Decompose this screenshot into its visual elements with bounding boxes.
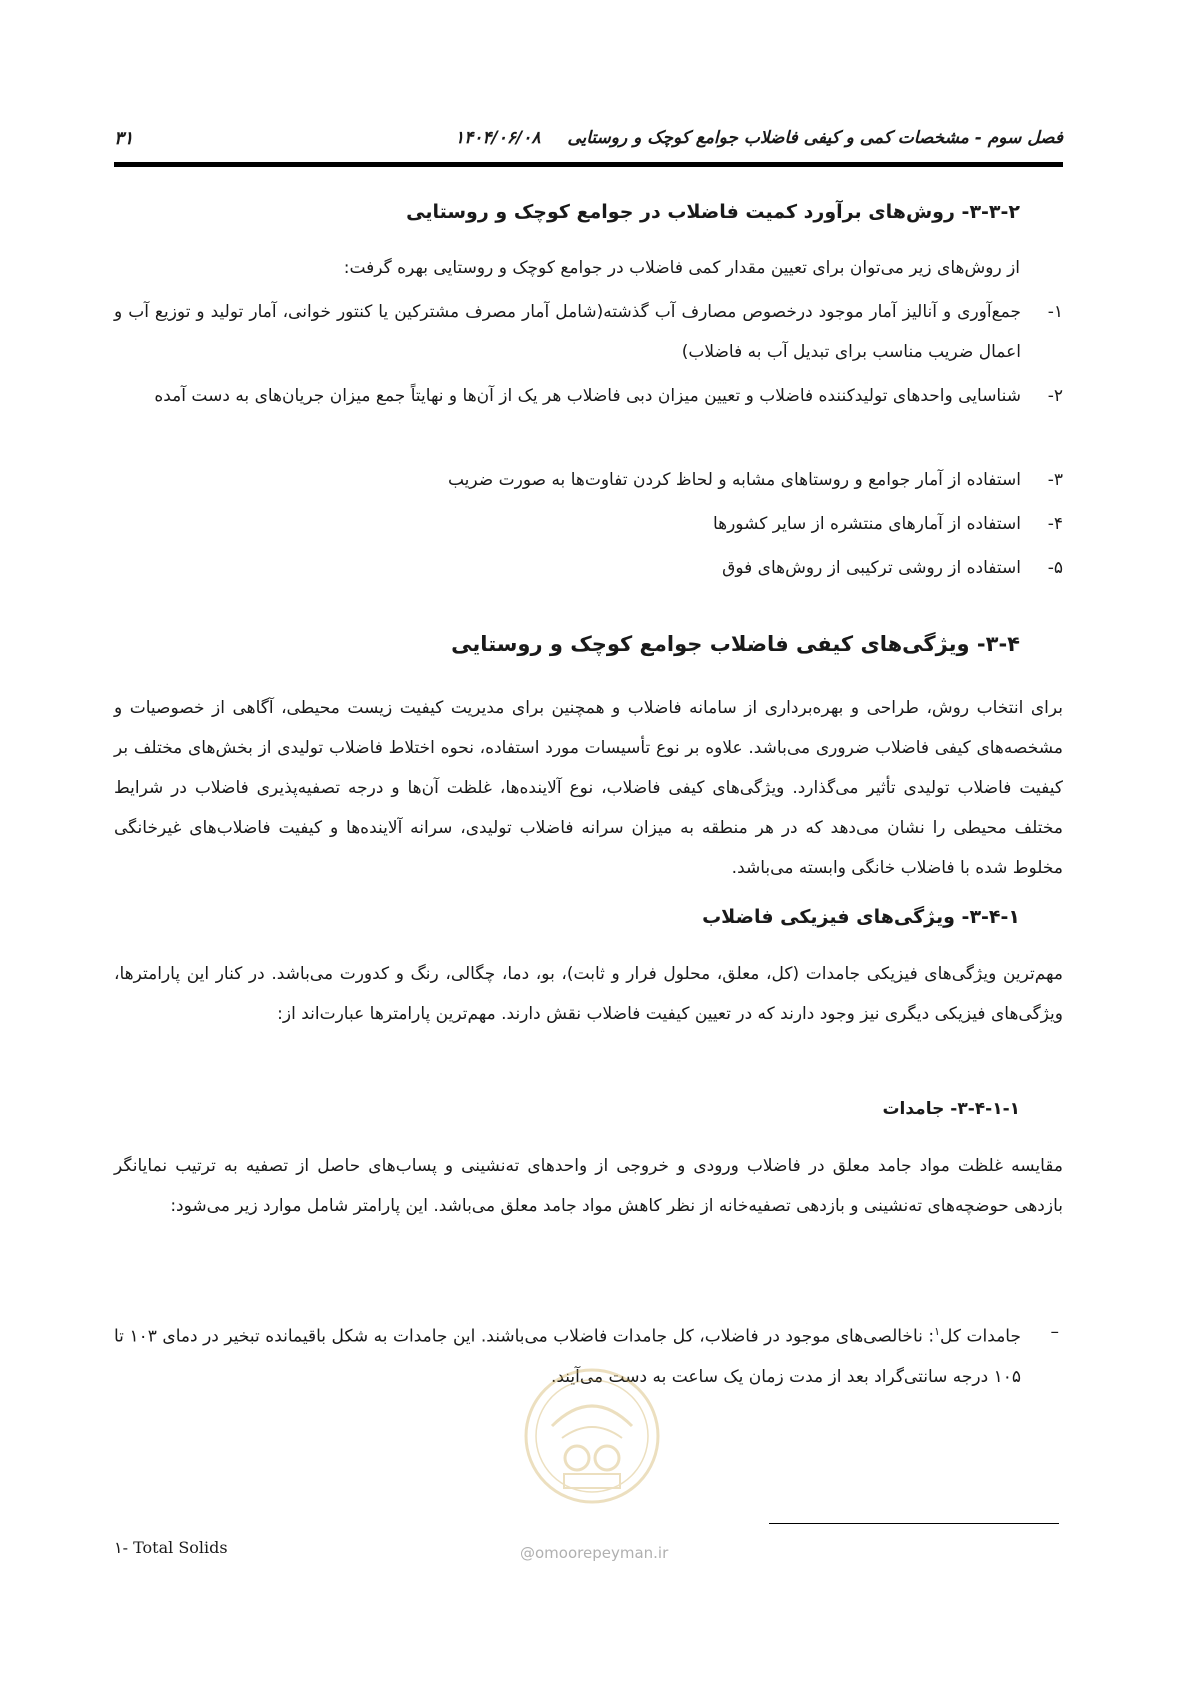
bullet-term: جامدات کل xyxy=(940,1326,1021,1347)
list-text: استفاده از آمارهای منتشره از سایر کشورها xyxy=(712,514,1021,534)
header-rule xyxy=(114,162,1063,167)
list-text: استفاده از روشی ترکیبی از روش‌های فوق xyxy=(722,558,1021,578)
list-text: استفاده از آمار جوامع و روستاهای مشابه و لحاظ کردن تفاوت‌ها به صورت ضریب xyxy=(447,470,1021,490)
header-date: ۱۴۰۴/۰۶/۰۸ xyxy=(455,128,541,148)
section-intro-3-3-2: از روش‌های زیر می‌توان برای تعیین مقدار کمی فاضلاب در جوامع کوچک و روستایی بهره گرفت: xyxy=(343,258,1020,278)
list-item-2 xyxy=(114,376,1063,416)
page-number: ۳۱ xyxy=(114,128,134,149)
section-paragraph-3-4-1-1: مقایسه غلظت مواد جامد معلق در فاضلاب ورودی و خروجی از واحدهای ته‌نشینی و پساب‌های حاصل از تصفیه به ترتیب نمایانگر بازدهی حوضچه‌های ته‌نشینی و بازدهی تصفیه‌خانه از نظر کاهش مواد جامد معلق می‌باشد. این پارامتر شامل موارد زیر می‌شود: xyxy=(114,1156,1063,1216)
page-header xyxy=(114,128,1063,158)
section-paragraph-3-4: برای انتخاب روش، طراحی و بهره‌برداری از سامانه فاضلاب و همچنین برای مدیریت کیفیت زیست محیطی، آگاهی از خصوصیات و مشخصه‌های کیفی فاضلاب ضروری می‌باشد. علاوه بر نوع تأسیسات مورد استفاده، نحوه اختلاط فاضلاب تولیدی از بخش‌های مختلف بر کیفیت فاضلاب تولیدی تأثیر می‌گذارد. ویژگی‌های کیفی فاضلاب، نوع آلاینده‌ها، غلظت آن‌ها و درجه تصفیه‌پذیری فاضلاب در شرایط مختلف محیطی را نشان می‌دهد که در هر منطقه به میزان سرانه فاضلاب تولیدی، سرانه آلاینده‌ها و کیفیت فاضلاب‌های غیرخانگی مخلوط شده با فاضلاب خانگی وابسته می‌باشد. xyxy=(114,698,1063,878)
watermark-url: @omoorepeyman.ir xyxy=(520,1544,669,1562)
list-number: ۳- xyxy=(1047,470,1063,490)
list-number: ۲- xyxy=(1047,386,1063,406)
footnote: ۱- Total Solids xyxy=(114,1538,228,1557)
watermark-seal-logo xyxy=(522,1366,662,1506)
list-item-5 xyxy=(114,548,1063,588)
list-number: ۱- xyxy=(1047,302,1063,322)
bullet-dash: – xyxy=(1050,1322,1059,1342)
footnote-ref: ۱ xyxy=(934,1325,941,1338)
section-paragraph-3-4-1: مهم‌ترین ویژگی‌های فیزیکی جامدات (کل، معلق، محلول فرار و ثابت)، بو، دما، چگالی، رنگ و کدورت می‌باشد. در کنار این پارامترها، ویژگی‌های فیزیکی دیگری نیز وجود دارند که در تعیین کیفیت فاضلاب نقش دارند. مهم‌ترین پارامترها عبارت‌اند از: xyxy=(114,964,1063,1024)
list-item-1 xyxy=(114,292,1063,372)
list-number: ۴- xyxy=(1047,514,1063,534)
section-heading-3-4: ۳-۴- ویژگی‌های کیفی فاضلاب جوامع کوچک و روستایی xyxy=(451,632,1020,656)
list-item-4 xyxy=(114,504,1063,544)
section-heading-3-3-2: ۳-۳-۲- روش‌های برآورد کمیت فاضلاب در جوامع کوچک و روستایی xyxy=(406,201,1020,223)
list-item-3 xyxy=(114,460,1063,500)
section-heading-3-4-1-1: ۳-۴-۱-۱- جامدات xyxy=(882,1099,1020,1119)
list-text: شناسایی واحدهای تولیدکننده فاضلاب و تعیین میزان دبی فاضلاب هر یک از آن‌ها و نهایتاً جمع میزان جریان‌های به دست آمده xyxy=(154,386,1021,406)
footnote-rule xyxy=(769,1523,1059,1524)
header-title: فصل سوم - مشخصات کمی و کیفی فاضلاب جوامع کوچک و روستایی xyxy=(567,128,1063,148)
list-text: جمع‌آوری و آنالیز آمار موجود درخصوص مصارف آب گذشته(شامل آمار مصرف مشترکین یا کنتور خوانی، آمار تولید و توزیع آب و اعمال ضریب مناسب برای تبدیل آب به فاضلاب) xyxy=(114,302,1021,362)
list-number: ۵- xyxy=(1047,558,1063,578)
section-heading-3-4-1: ۳-۴-۱- ویژگی‌های فیزیکی فاضلاب xyxy=(702,906,1020,928)
bullet-body: : ناخالصی‌های موجود در فاضلاب، کل جامدات فاضلاب می‌باشند. این جامدات به شکل باقیمانده تبخیر در دمای ۱۰۳ تا ۱۰۵ درجه سانتی‌گراد بعد از مدت زمان یک ساعت به دست می‌آیند. xyxy=(114,1326,1021,1387)
